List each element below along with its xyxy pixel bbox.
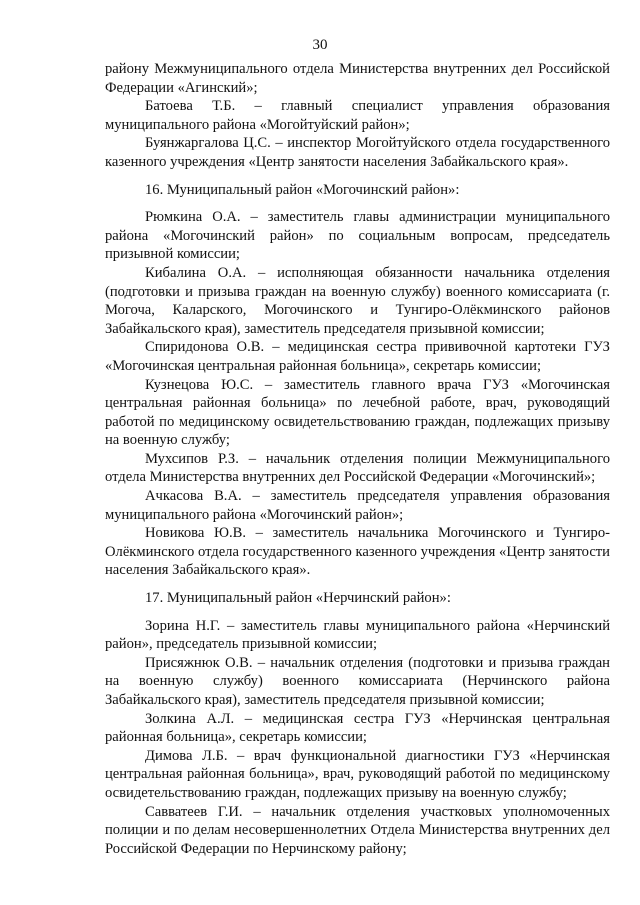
list-item: Буянжаргалова Ц.С. – инспектор Могойтуйского отдела государственного казенного учреждения «Центр занятости населения Забайкальского края». [105, 135, 610, 170]
section-heading-17: 17. Муниципальный район «Нерчинский район»: [145, 590, 451, 607]
list-item: Спиридонова О.В. – медицинская сестра прививочной картотеки ГУЗ «Могочинская центральная районная больница», секретарь комиссии; [105, 339, 610, 374]
page-number: 30 [312, 37, 328, 53]
list-item: Димова Л.Б. – врач функциональной диагностики ГУЗ «Нерчинская центральная районная больница», врач, руководящий работой по медицинскому освидетельствованию граждан, подлежащих призыву на военную службу; [105, 747, 610, 801]
list-item: Новикова Ю.В. – заместитель начальника Могочинского и Тунгиро-Олёкминского отдела государственного казенного учреждения «Центр занятости населения Забайкальского края». [105, 525, 610, 579]
list-item: Кузнецова Ю.С. – заместитель главного врача ГУЗ «Могочинская центральная районная больница» по лечебной работе, врач, руководящий работой по медицинскому освидетельствованию граждан, подлежащих призыву на военную службу; [105, 376, 610, 449]
list-item: Золкина А.Л. – медицинская сестра ГУЗ «Нерчинская центральная районная больница», секретарь комиссии; [105, 710, 610, 746]
section-heading-16: 16. Муниципальный район «Могочинский район»: [145, 181, 460, 198]
list-item: Батоева Т.Б. – главный специалист управления образования муниципального района «Могойтуйский район»; [105, 98, 610, 133]
list-item: Мухсипов Р.З. – начальник отделения полиции Межмуниципального отдела Министерства внутренних дел Российской Федерации «Могочинский»; [105, 450, 610, 486]
list-item: Савватеев Г.И. – начальник отделения участковых уполномоченных полиции и по делам несовершеннолетних Отдела Министерства внутренних дел Российской Федерации по Нерчинскому району; [105, 803, 610, 857]
page-body [105, 60, 610, 858]
list-item: Зорина Н.Г. – заместитель главы муниципального района «Нерчинский район», председатель призывной комиссии; [105, 617, 610, 653]
list-item: Ачкасова В.А. – заместитель председателя управления образования муниципального района «Могочинский район»; [105, 488, 610, 523]
list-item: Присяжнюк О.В. – начальник отделения (подготовки и призыва граждан на военную службу) военного комиссариата (Нерчинского района Забайкальского края), заместитель председателя призывной комиссии; [105, 654, 610, 708]
list-item: Кибалина О.А. – исполняющая обязанности начальника отделения (подготовки и призыва граждан на военную службу) военного комиссариата (г. Могоча, Каларского, Могочинского и Тунгиро-Олёкминского районов Забайкальского края), заместитель председателя призывной комиссии; [105, 264, 610, 337]
list-item: Рюмкина О.А. – заместитель главы администрации муниципального района «Могочинский район» по социальным вопросам, председатель призывной комиссии; [105, 209, 610, 263]
continuation-paragraph: району Межмуниципального отдела Министерства внутренних дел Российской Федерации «Агинский»; [105, 61, 610, 96]
